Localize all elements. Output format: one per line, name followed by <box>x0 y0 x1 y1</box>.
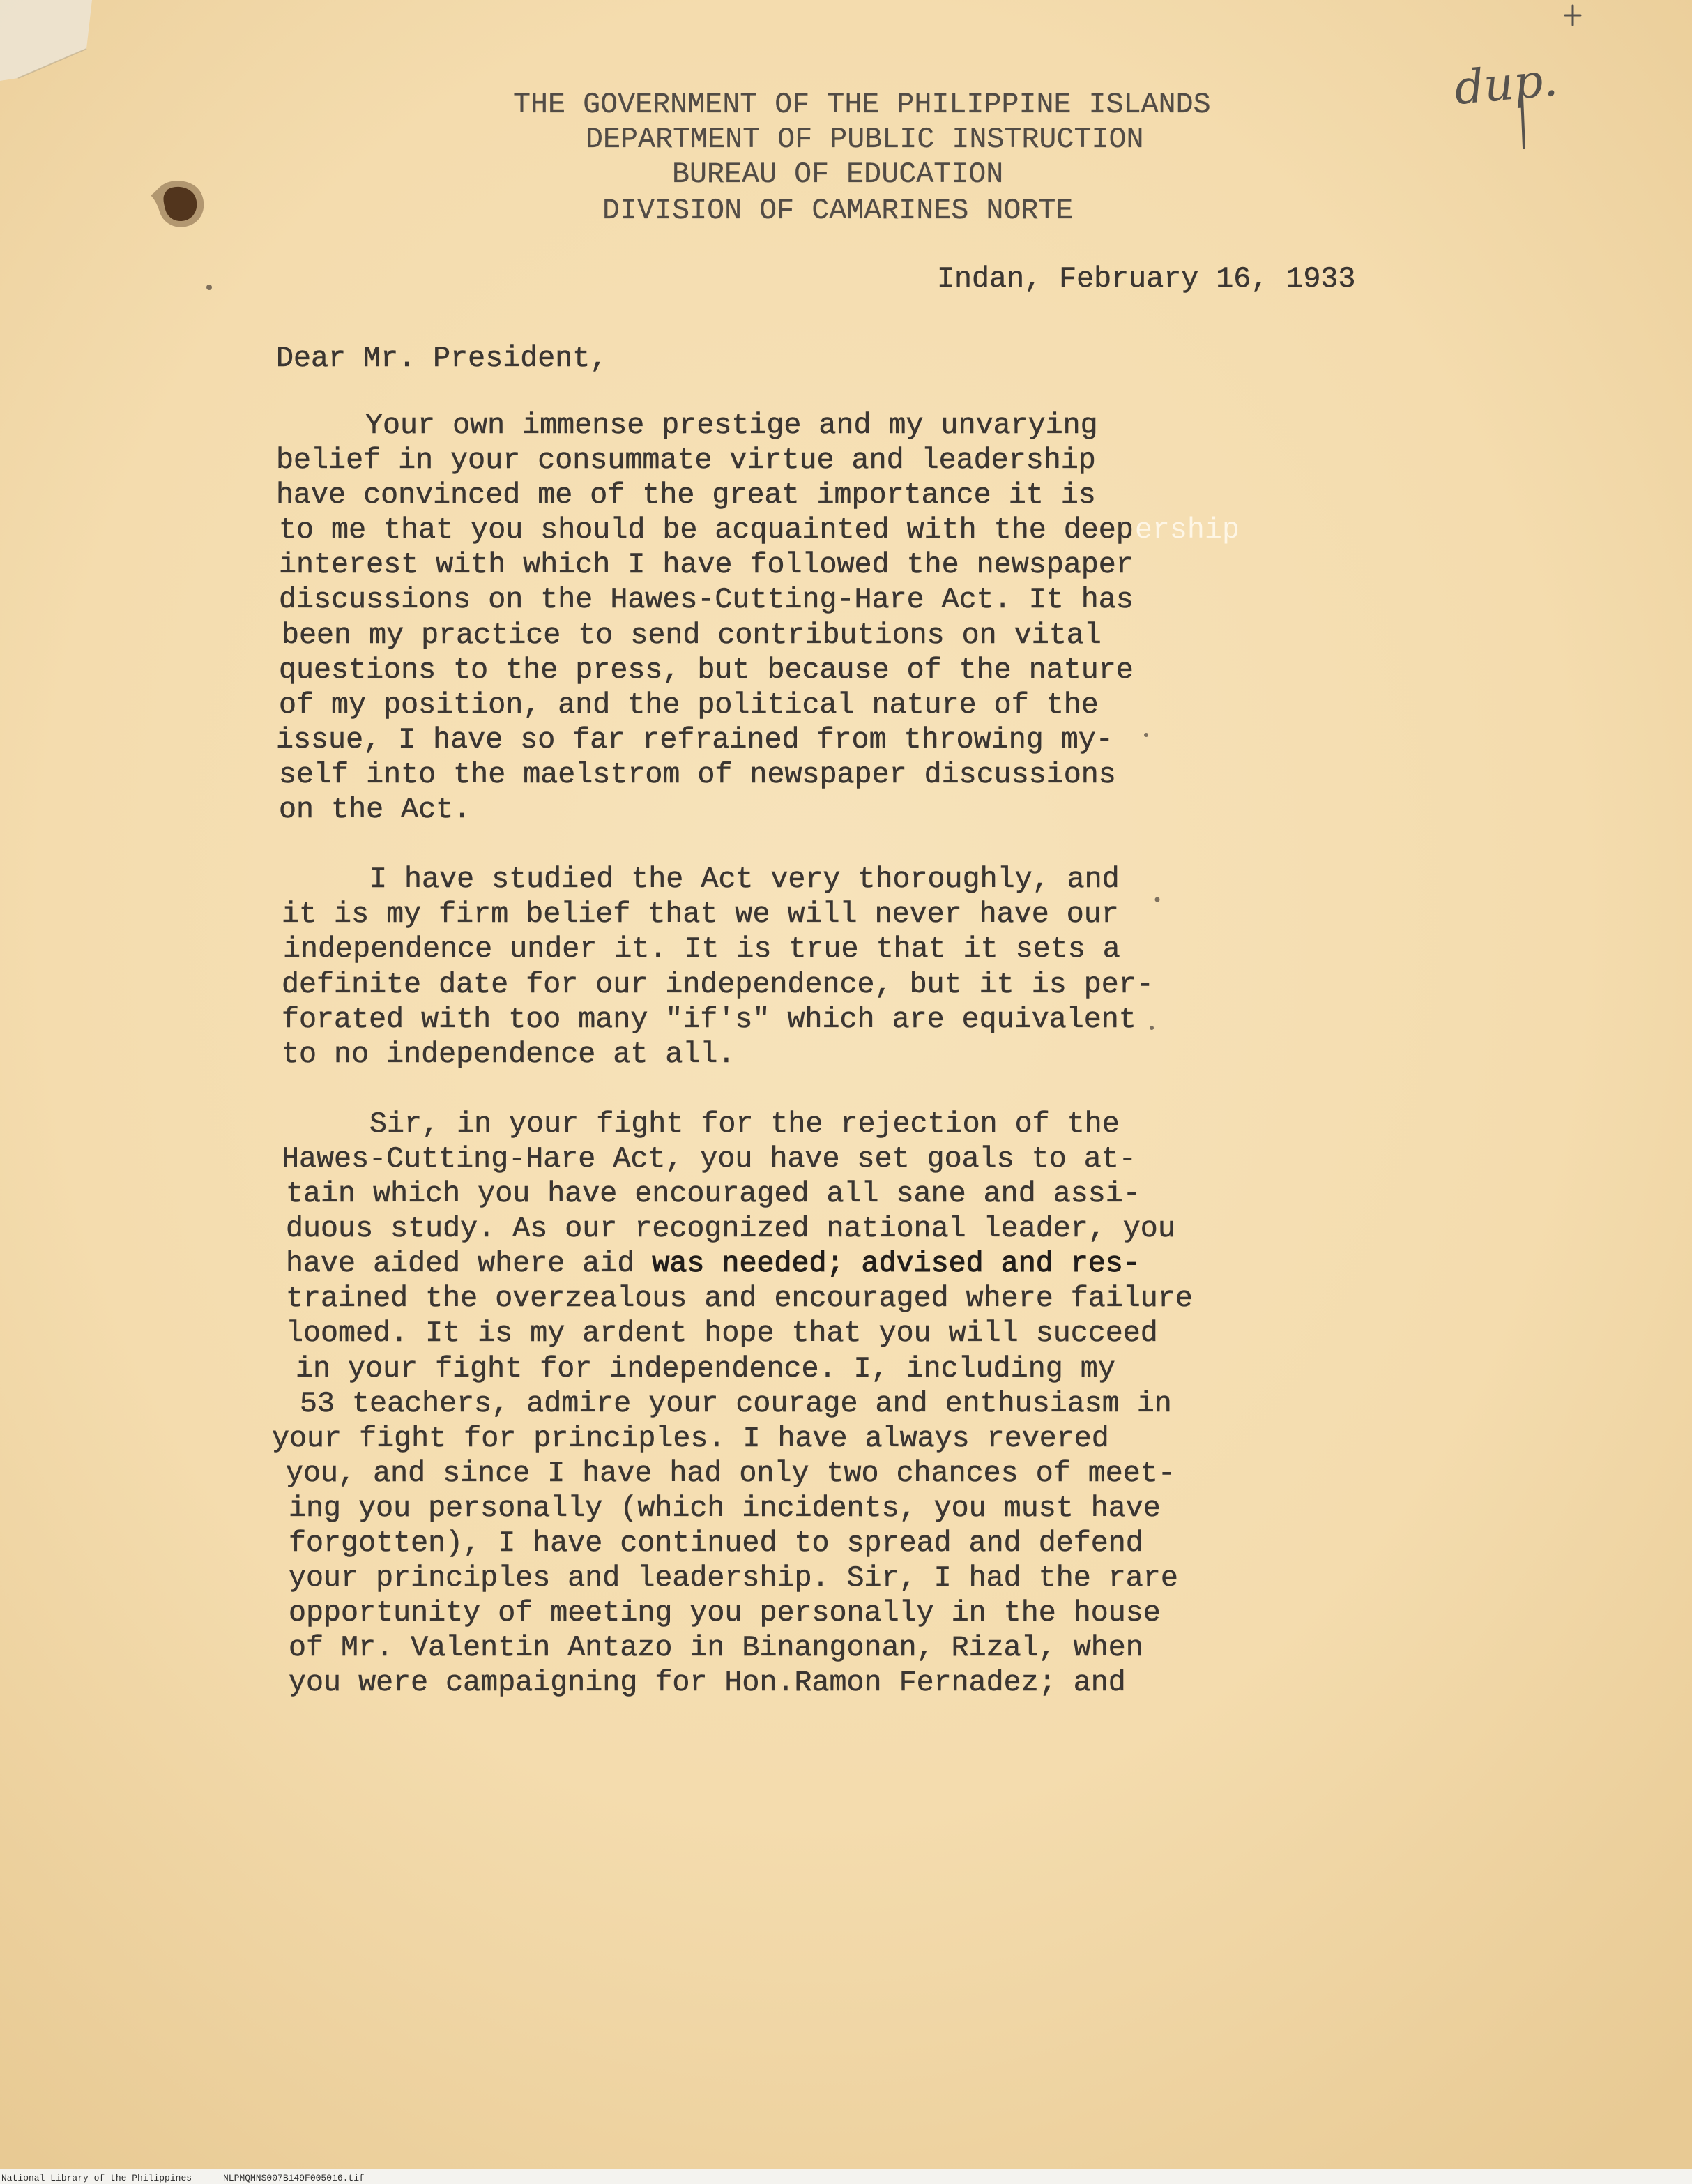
paragraph-2 <box>276 862 1240 1072</box>
body-line: to no independence at all. <box>282 1037 736 1071</box>
body-line: duous study. As our recognized national leader, you <box>286 1212 1175 1246</box>
letterhead-bureau: BUREAU OF EDUCATION <box>672 158 1004 191</box>
body-line: trained the overzealous and encouraged where failure <box>286 1282 1193 1316</box>
footer-library-name: National Library of the Philippines <box>1 2173 192 2183</box>
body-line: Hawes-Cutting-Hare Act, you have set goals to at- <box>282 1142 1136 1176</box>
body-line: discussions on the Hawes-Cutting-Hare Act. It has <box>279 583 1134 617</box>
body-line: forgotten), I have continued to spread and defend <box>289 1526 1143 1560</box>
body-line: your principles and leadership. Sir, I had the rare <box>289 1561 1178 1595</box>
body-line: loomed. It is my ardent hope that you will succeed <box>286 1317 1158 1351</box>
body-line: of my position, and the political nature of the <box>279 688 1099 722</box>
body-line: have convinced me of the great importance it is <box>276 478 1096 513</box>
salutation: Dear Mr. President, <box>276 342 608 375</box>
body-line: on the Act. <box>279 793 471 827</box>
footer-file-id: NLPMQMNS007B149F005016.tif <box>223 2173 365 2183</box>
body-line <box>286 1246 1240 1281</box>
body-line: I have studied the Act very thoroughly, and <box>369 863 1120 897</box>
body-line-text: have aided where aid <box>286 1247 653 1281</box>
body-line: your fight for principles. I have always revered <box>272 1421 1109 1455</box>
letterhead-division: DIVISION OF CAMARINES NORTE <box>602 194 1074 227</box>
body-line: questions to the press, but because of the nature <box>279 653 1134 687</box>
ghost-overtype-text: ership <box>1134 513 1240 547</box>
body-line: it is my firm belief that we will never have our <box>282 897 1119 932</box>
body-line: interest with which I have followed the newspaper <box>279 548 1134 582</box>
body-line: tain which you have encouraged all sane and assi- <box>286 1177 1141 1211</box>
body-line: self into the maelstrom of newspaper discussions <box>279 757 1116 791</box>
letter-body <box>272 408 1240 1700</box>
scan-footer <box>0 2169 1692 2184</box>
handwritten-note: dup. <box>1452 52 1560 116</box>
paragraph-1 <box>276 408 1240 827</box>
body-line: forated with too many "if's" which are equivalent <box>282 1002 1136 1036</box>
body-line <box>279 513 1240 547</box>
body-line: ing you personally (which incidents, you must have <box>289 1491 1161 1525</box>
body-line: 53 teachers, admire your courage and enthusiasm in <box>300 1386 1172 1420</box>
body-line-text: to me that you should be acquainted with the deep <box>279 513 1134 547</box>
body-line: of Mr. Valentin Antazo in Binangonan, Rizal, when <box>289 1631 1143 1665</box>
body-line: belief in your consummate virtue and leadership <box>276 443 1096 478</box>
body-line: Sir, in your fight for the rejection of the <box>369 1107 1120 1141</box>
body-line: you, and since I have had only two chances of meet- <box>286 1456 1175 1490</box>
body-line: opportunity of meeting you personally in the house <box>289 1596 1161 1630</box>
letterhead-government: THE GOVERNMENT OF THE PHILIPPINE ISLANDS <box>513 88 1211 121</box>
body-line: independence under it. It is true that it sets a <box>283 932 1120 966</box>
paragraph-3 <box>272 1107 1240 1701</box>
body-line: in your fight for independence. I, including my <box>296 1351 1115 1386</box>
overtyped-text: was needed; advised and res- <box>652 1247 1141 1281</box>
body-line: been my practice to send contributions on vital <box>282 618 1102 652</box>
date-line: Indan, February 16, 1933 <box>937 262 1356 296</box>
letterhead-department: DEPARTMENT OF PUBLIC INSTRUCTION <box>586 123 1144 156</box>
body-line: you were campaigning for Hon.Ramon Fernadez; and <box>289 1666 1126 1700</box>
body-line: definite date for our independence, but it is per- <box>282 967 1154 1001</box>
body-line: Your own immense prestige and my unvarying <box>365 409 1098 442</box>
body-line: issue, I have so far refrained from throwing my- <box>276 722 1113 757</box>
